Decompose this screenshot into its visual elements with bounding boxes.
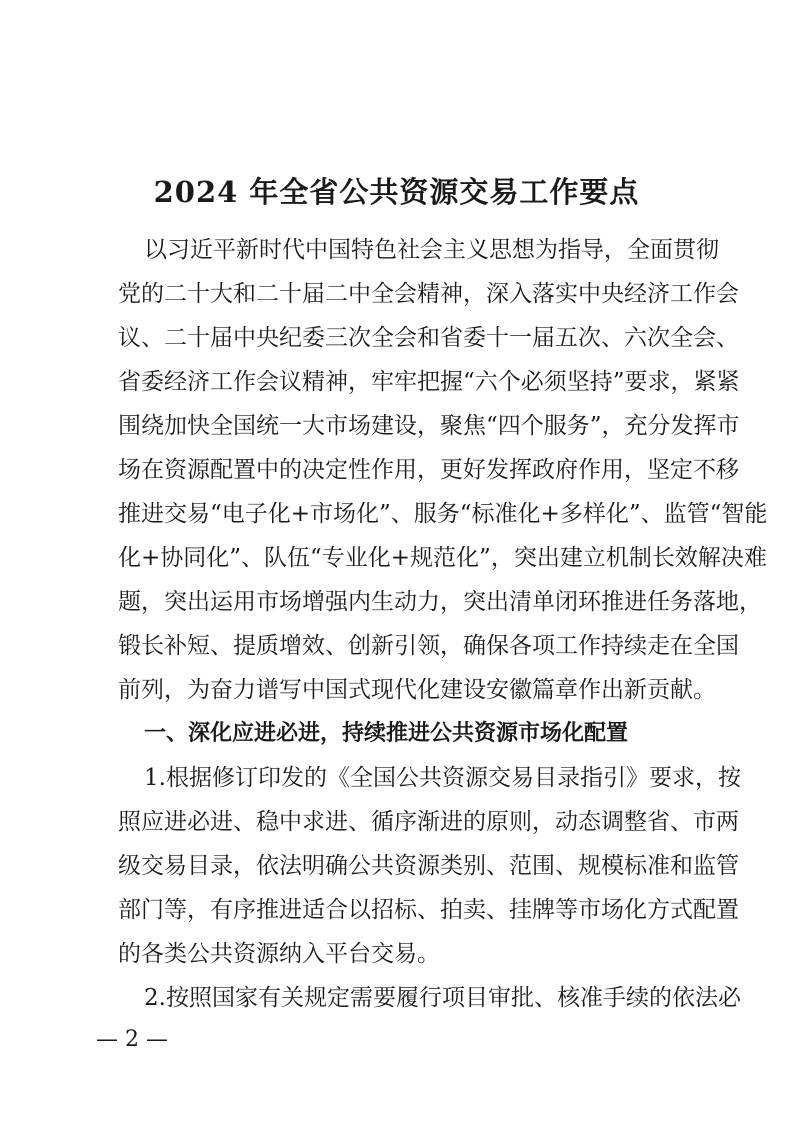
- document-title: 2024 年全省公共资源交易工作要点: [153, 175, 640, 209]
- paragraph-line: 议、二十届中央纪委三次全会和省委十一届五次、六次全会、: [118, 325, 739, 351]
- paragraph-line: 级交易目录，依法明确公共资源类别、范围、规模标准和监管: [118, 853, 739, 879]
- paragraph-line: 2.按照国家有关规定需要履行项目审批、核准手续的依法必: [144, 985, 741, 1011]
- paragraph-line: 省委经济工作会议精神，牢牢把握“六个必须坚持”要求，紧紧: [118, 369, 740, 395]
- paragraph-line: 照应进必进、稳中求进、循序渐进的原则，动态调整省、市两: [118, 809, 739, 835]
- paragraph-line: 1.根据修订印发的《全国公共资源交易目录指引》要求，按: [144, 765, 741, 791]
- paragraph-line: 党的二十大和二十届二中全会精神，深入落实中央经济工作会: [118, 281, 739, 307]
- paragraph-line: 的各类公共资源纳入平台交易。: [118, 941, 440, 967]
- section-heading: 一、深化应进必进，持续推进公共资源市场化配置: [144, 721, 629, 746]
- page-number: — 2 —: [96, 1027, 168, 1052]
- paragraph-line: 部门等，有序推进适合以招标、拍卖、挂牌等市场化方式配置: [118, 897, 739, 923]
- paragraph-line: 以习近平新时代中国特色社会主义思想为指导，全面贯彻: [144, 237, 719, 263]
- paragraph-line: 化+协同化”、队伍“专业化+规范化”，突出建立机制长效解决难: [118, 545, 767, 571]
- paragraph-line: 场在资源配置中的决定性作用，更好发挥政府作用，坚定不移: [118, 457, 739, 483]
- paragraph-line: 锻长补短、提质增效、创新引领，确保各项工作持续走在全国: [118, 633, 739, 659]
- paragraph-line: 题，突出运用市场增强内生动力，突出清单闭环推进任务落地，: [118, 589, 762, 615]
- paragraph-line: 推进交易“电子化+市场化”、服务“标准化+多样化”、监管“智能: [118, 501, 768, 527]
- paragraph-line: 前列，为奋力谱写中国式现代化建设安徽篇章作出新贡献。: [118, 677, 716, 703]
- paragraph-line: 围绕加快全国统一大市场建设，聚焦“四个服务”，充分发挥市: [118, 413, 740, 439]
